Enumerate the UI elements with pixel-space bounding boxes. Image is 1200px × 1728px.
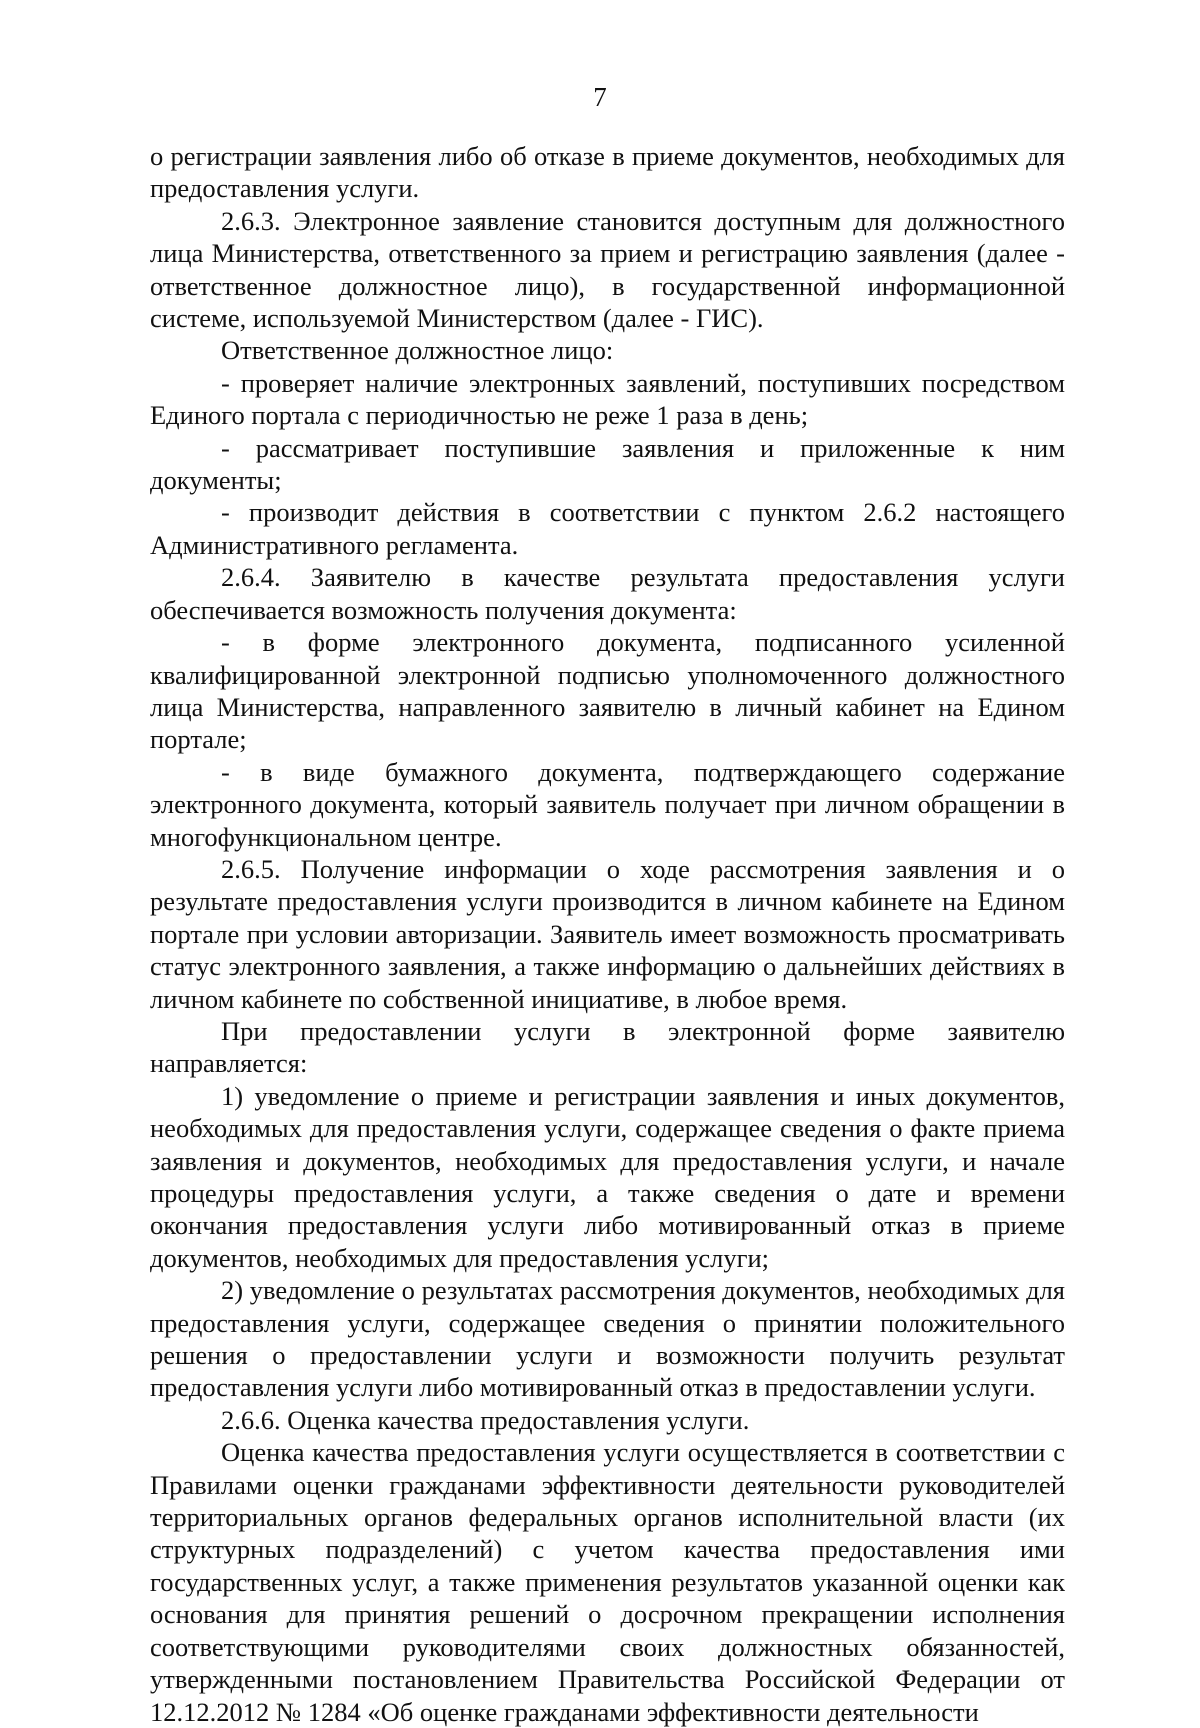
list-item-checks-applications: - проверяет наличие электронных заявлений, поступивших посредством Единого портала с периодичностью не реже 1 раза в день; [150,367,1065,431]
paragraph-continuation: о регистрации заявления либо об отказе в приеме документов, необходимых для предоставления услуги. [150,141,1065,204]
paragraph-electronic-notifications: При предоставлении услуги в электронной форме заявителю направляется: [150,1015,1065,1079]
paragraph-2-6-3: 2.6.3. Электронное заявление становится доступным для должностного лица Министерства, ответственного за прием и регистрацию заявления (далее - ответственное должностное лицо), в государственной информационной системе, используемой Министерством (далее - ГИС). [150,205,1065,334]
paragraph-2-6-4: 2.6.4. Заявителю в качестве результата предоставления услуги обеспечивается возможность получения документа: [150,562,1065,625]
list-item-performs-actions: - производит действия в соответствии с пунктом 2.6.2 настоящего Административного регламента. [150,497,1065,560]
paragraph-quality-assessment: Оценка качества предоставления услуги осуществляется в соответствии с Правилами оценки гражданами эффективности деятельности руководителей территориальных органов федеральных органов исполнительной власти (их структурных подразделений) с учетом качества предоставления ими государственных услуг, а также применения результатов указанной оценки как основания для принятия решений о досрочном прекращении исполнения соответствующими руководителями своих должностных обязанностей, утвержденными постановлением Правительства Российской Федерации от 12.12.2012 № 1284 «Об оценке гражданами эффективности деятельности [150,1437,1065,1727]
list-item-electronic-document: - в форме электронного документа, подписанного усиленной квалифицированной электронной подписью уполномоченного должностного лица Министерства, направленного заявителю в личный кабинет на Едином портале; [150,627,1065,755]
paragraph-2-6-5: 2.6.5. Получение информации о ходе рассмотрения заявления и о результате предоставления услуги производится в личном кабинете на Едином портале при условии авторизации. Заявитель имеет возможность просматривать статус электронного заявления, а также информацию о дальнейших действиях в личном кабинете по собственной инициативе, в любое время. [150,853,1065,1014]
list-item-paper-document: - в виде бумажного документа, подтверждающего содержание электронного документа, который заявитель получает при личном обращении в многофункциональном центре. [150,756,1065,852]
document-body [150,140,1065,1728]
paragraph-2-6-6: 2.6.6. Оценка качества предоставления услуги. [221,1404,750,1435]
page-number: 7 [593,82,607,112]
list-item-notification-receipt: 1) уведомление о приеме и регистрации заявления и иных документов, необходимых для предоставления услуги, содержащее сведения о факте приема заявления и документов, необходимых для предоставления услуги, и начале процедуры предоставления услуги, а также сведения о дате и времени окончания предоставления услуги либо мотивированный отказ в приеме документов, необходимых для предоставления услуги; [150,1080,1065,1273]
paragraph-responsible-official: Ответственное должностное лицо: [221,335,614,366]
list-item-reviews-applications: - рассматривает поступившие заявления и приложенные к ним документы; [150,432,1065,496]
list-item-notification-results: 2) уведомление о результатах рассмотрения документов, необходимых для предоставления услуги, содержащее сведения о принятии положительного решения о предоставлении услуги и возможности получить результат предоставления услуги либо мотивированный отказ в предоставлении услуги. [150,1275,1065,1403]
